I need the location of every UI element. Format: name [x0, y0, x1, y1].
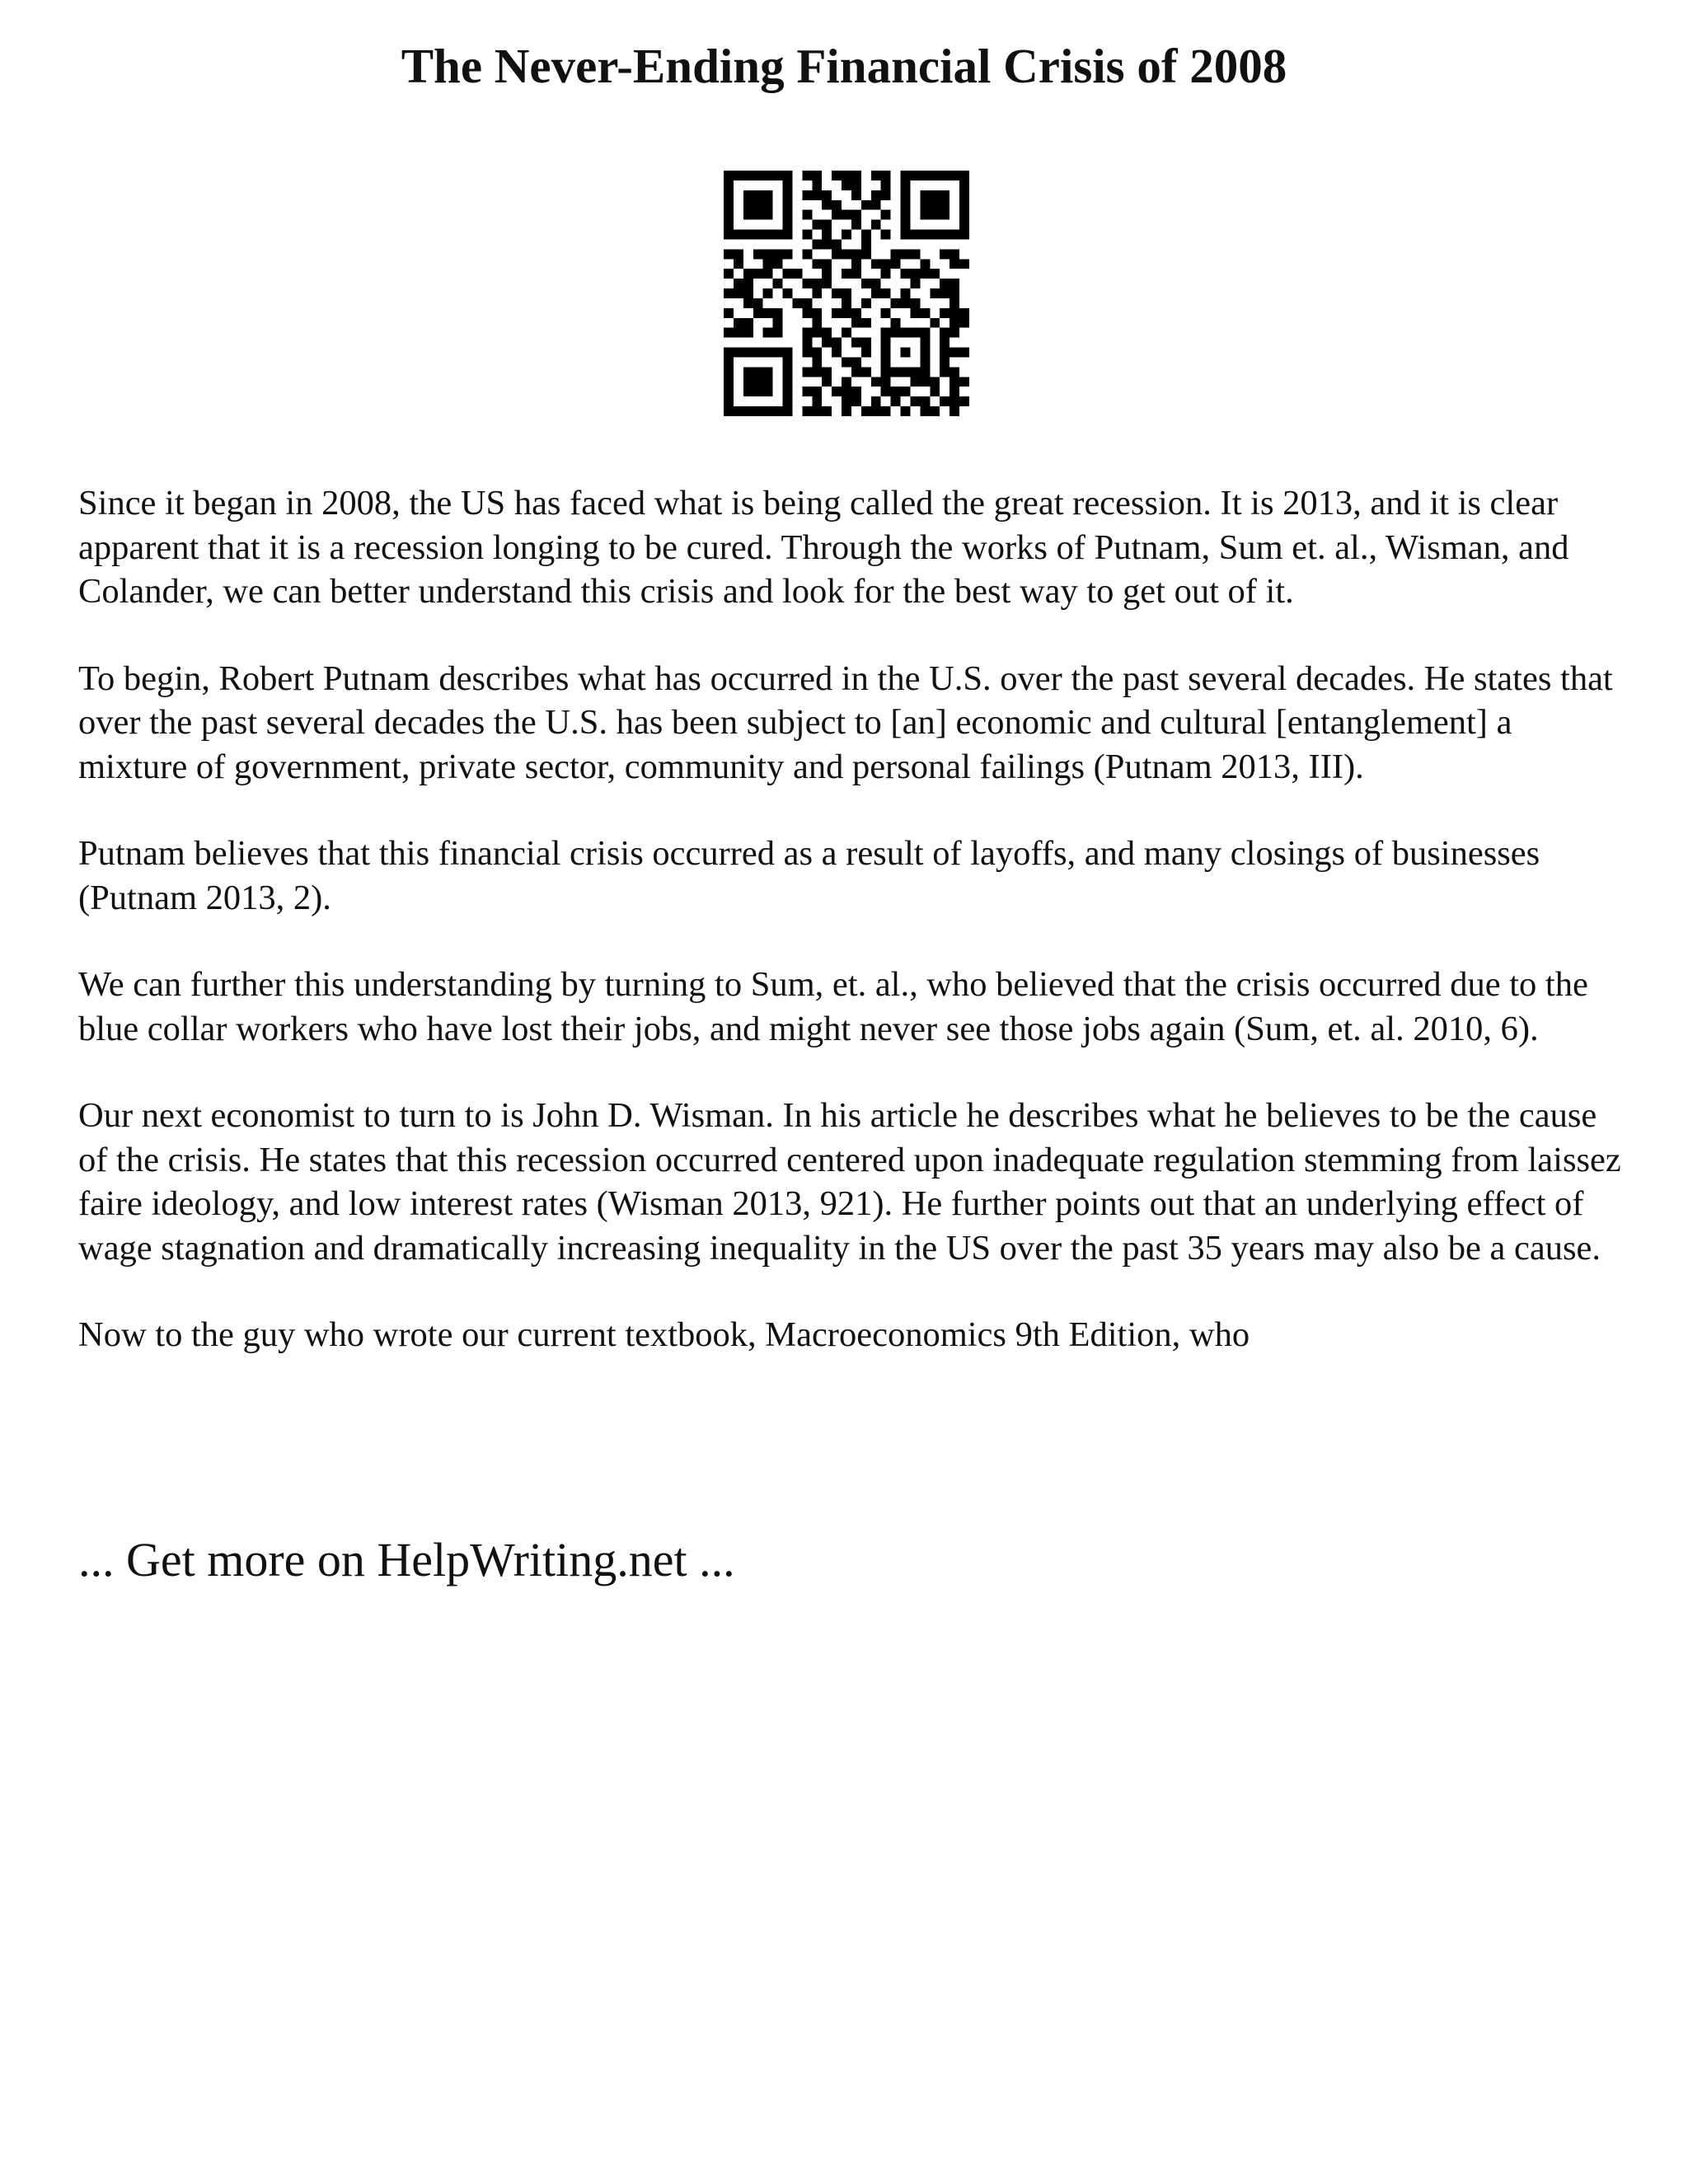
paragraph-wisman: Our next economist to turn to is John D. Wisman. In his article he describes what he believes to be the cause of the crisis. He states that this recession occurred centered upon inadequate regulation stemming from laissez faire ideology, and low interest rates (Wisman 2013, 921). He further points out that an underlying effect of wage stagnation and dramatically increasing inequality in the US over the past 35 years may also be a cause. [78, 1096, 1621, 1268]
paragraph-putnam: To begin, Robert Putnam describes what has occurred in the U.S. over the past several decades. He states that over the past several decades the U.S. has been subject to [an] economic and cultural [entanglement] a mixture of government, private sector, community and personal failings (Putnam 2013, III). [78, 658, 1613, 786]
get-more-link[interactable]: ... Get more on HelpWriting.net ... [78, 1533, 735, 1586]
qr-code-graphic [724, 171, 969, 416]
document-body [78, 481, 1628, 1400]
paragraph-sum: We can further this understanding by turning to Sum, et. al., who believed that the crisis occurred due to the blue collar workers who have lost their jobs, and might never see those jobs again (Sum, et. al. 2010, 6). [78, 965, 1588, 1048]
paragraph-colander: Now to the guy who wrote our current textbook, Macroeconomics 9th Edition, who [78, 1315, 1250, 1354]
qr-code-icon [724, 171, 969, 416]
paragraph-intro: Since it began in 2008, the US has faced what is being called the great recession. It is 2013, and it is clear apparent that it is a recession longing to be cured. Through the works of Putnam, Sum et. al., Wisman, and Colander, we can better understand this crisis and look for the best way to get out of it. [78, 484, 1569, 611]
document-title: The Never-Ending Financial Crisis of 2008 [401, 39, 1287, 93]
paragraph-putnam-cause: Putnam believes that this financial crisis occurred as a result of layoffs, and many closings of businesses (Putnam 2013, 2). [78, 834, 1540, 917]
